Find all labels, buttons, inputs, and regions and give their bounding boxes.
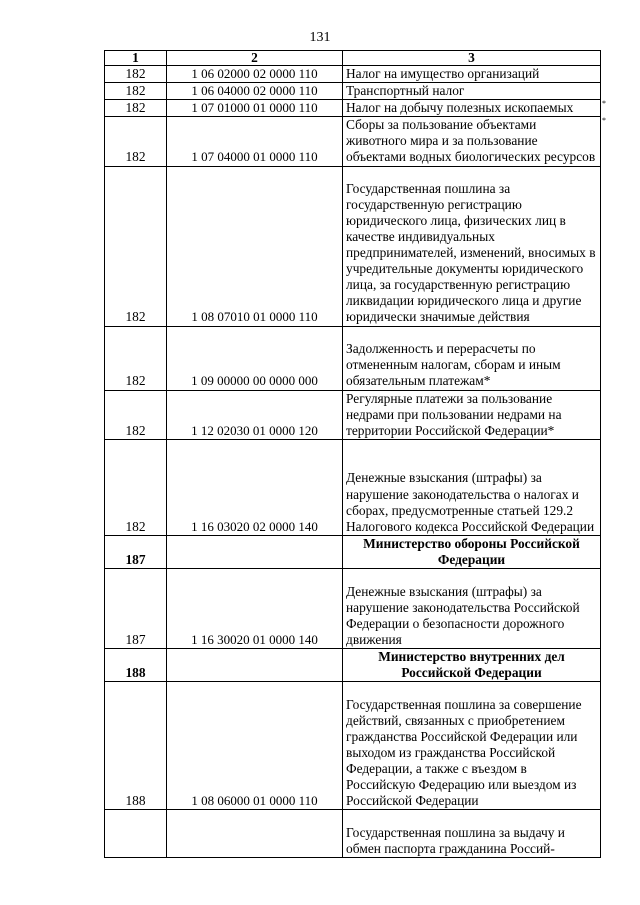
revenue-name-text: Министерство внутренних дел Российской Федерации xyxy=(378,649,565,681)
revenue-name-text: Транспортный налог xyxy=(346,83,465,99)
admin-code-cell: 188 xyxy=(105,649,167,682)
revenue-name-text: Задолженность и перерасчеты по отмененным налогам, сборам и иным обязательным платежам* xyxy=(346,341,561,389)
revenue-name-cell xyxy=(343,83,601,100)
admin-code-cell: 182 xyxy=(105,83,167,100)
budget-code-cell: 1 12 02030 01 0000 120 xyxy=(167,390,343,439)
admin-code-cell: 182 xyxy=(105,390,167,439)
ministry-heading-row xyxy=(105,535,601,568)
revenue-name-cell xyxy=(343,535,601,568)
table-row xyxy=(105,810,601,858)
ministry-heading-row xyxy=(105,649,601,682)
admin-code-cell: 187 xyxy=(105,569,167,649)
budget-code-cell xyxy=(167,649,343,682)
revenue-name-text: Государственная пошлина за совершение действий, связанных с приобретением гражданства Российской Федерации или выходом из гражданства Российской Федерации, а также с въездом в Российскую Федерацию или выездом из Российской Федерации xyxy=(346,696,582,809)
table-row xyxy=(105,66,601,83)
table-row xyxy=(105,166,601,326)
revenue-name-cell xyxy=(343,569,601,649)
admin-code-cell xyxy=(105,810,167,858)
revenue-name-cell xyxy=(343,649,601,682)
revenue-name-cell xyxy=(343,166,601,326)
table-row xyxy=(105,439,601,535)
revenue-name-cell xyxy=(343,390,601,439)
admin-code-cell: 182 xyxy=(105,117,167,166)
revenue-name-text: Министерство обороны Российской Федерации xyxy=(363,535,580,567)
budget-code-cell: 1 08 06000 01 0000 110 xyxy=(167,682,343,810)
budget-code-cell: 1 07 04000 01 0000 110 xyxy=(167,117,343,166)
table-row xyxy=(105,117,601,166)
budget-code-cell xyxy=(167,810,343,858)
budget-code-cell: 1 09 00000 00 0000 000 xyxy=(167,326,343,390)
admin-code-cell: 188 xyxy=(105,682,167,810)
table-row xyxy=(105,569,601,649)
column-header: 1 xyxy=(105,51,167,66)
revenue-name-cell xyxy=(343,439,601,535)
table-row xyxy=(105,682,601,810)
table-header-row xyxy=(105,51,601,66)
revenue-name-text: Сборы за пользование объектами животного мира и за пользование объектами водных биологических ресурсов xyxy=(346,117,596,165)
footnote-mark: * xyxy=(602,99,606,109)
budget-code-cell: 1 06 04000 02 0000 110 xyxy=(167,83,343,100)
revenue-name-text: Государственная пошлина за выдачу и обмен паспорта гражданина Россий- xyxy=(346,825,565,857)
budget-code-cell: 1 08 07010 01 0000 110 xyxy=(167,166,343,326)
revenue-name-text: Государственная пошлина за государственную регистрацию юридического лица, физических лиц в качестве индивидуальных предпринимателей, изменений, вносимых в учредительные документы юридического лица, за государственную регистрацию ликвидации юридического лица и другие юридически значимые действия xyxy=(346,180,596,325)
revenue-name-text: Регулярные платежи за пользование недрами при пользовании недрами на территории Российской Федерации* xyxy=(346,390,562,438)
revenue-classification-table xyxy=(104,50,606,858)
footnote-mark: * xyxy=(602,116,606,126)
table-row xyxy=(105,390,601,439)
admin-code-cell: 187 xyxy=(105,535,167,568)
revenue-name-text: Налог на добычу полезных ископаемых xyxy=(346,100,574,116)
table-row xyxy=(105,100,601,117)
budget-code-cell xyxy=(167,535,343,568)
revenue-name-cell xyxy=(343,326,601,390)
revenue-name-cell xyxy=(343,66,601,83)
revenue-name-text: Денежные взыскания (штрафы) за нарушение законодательства Российской Федерации о безопасности дорожного движения xyxy=(346,583,580,647)
admin-code-cell: 182 xyxy=(105,100,167,117)
column-header: 2 xyxy=(167,51,343,66)
admin-code-cell: 182 xyxy=(105,66,167,83)
column-header: 3 xyxy=(343,51,601,66)
revenue-name-cell xyxy=(343,810,601,858)
admin-code-cell: 182 xyxy=(105,439,167,535)
revenue-name-cell xyxy=(343,682,601,810)
revenue-name-cell xyxy=(343,99,606,117)
budget-code-cell: 1 07 01000 01 0000 110 xyxy=(167,100,343,117)
budget-code-cell: 1 16 03020 02 0000 140 xyxy=(167,439,343,535)
revenue-name-cell xyxy=(343,116,606,166)
budget-code-cell: 1 16 30020 01 0000 140 xyxy=(167,569,343,649)
table-row xyxy=(105,326,601,390)
admin-code-cell: 182 xyxy=(105,326,167,390)
table-row xyxy=(105,83,601,100)
revenue-name-text: Налог на имущество организаций xyxy=(346,66,540,81)
page-number: 131 xyxy=(309,30,331,45)
budget-code-cell: 1 06 02000 02 0000 110 xyxy=(167,66,343,83)
admin-code-cell: 182 xyxy=(105,166,167,326)
revenue-name-text: Денежные взыскания (штрафы) за нарушение законодательства о налогах и сборах, предусмотренные статьей 129.2 Налогового кодекса Российской Федерации xyxy=(346,470,595,534)
